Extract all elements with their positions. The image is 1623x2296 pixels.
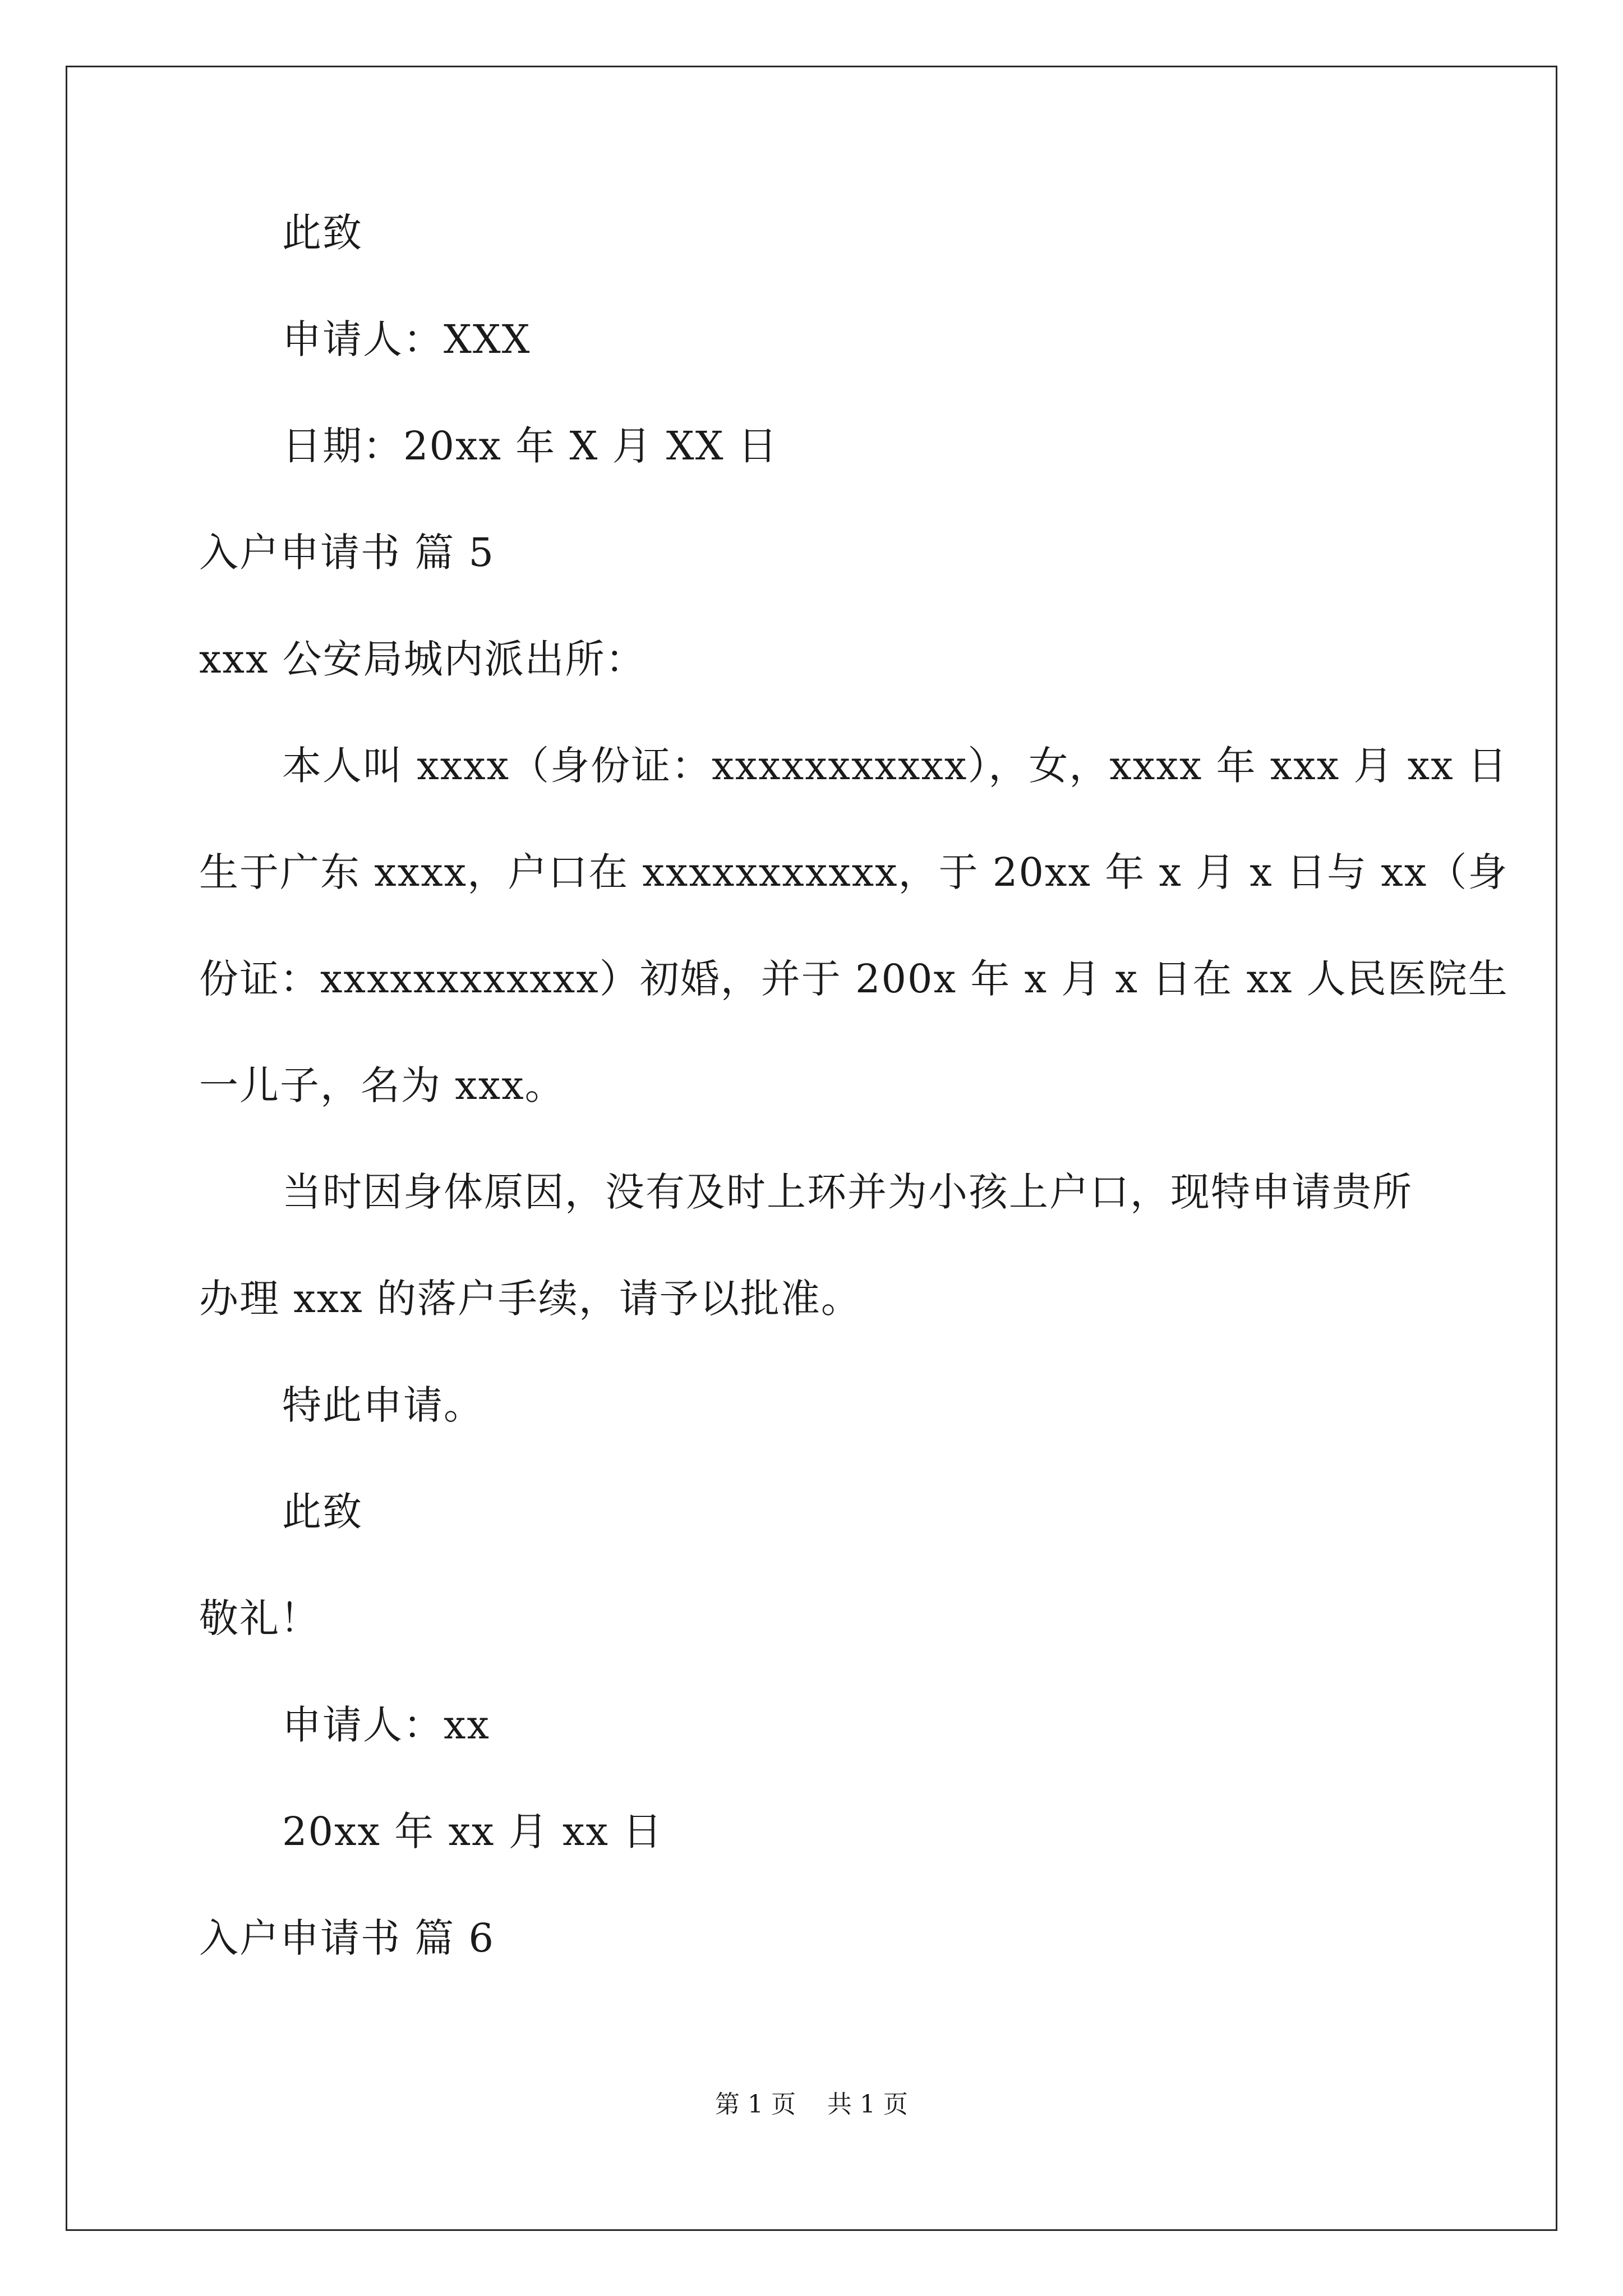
section-heading: 入户申请书 篇 6 (199, 1915, 495, 1961)
body-paragraph-line: 办理 xxx 的落户手续，请予以批准。 (199, 1276, 861, 1322)
body-paragraph-line: 生于广东 xxxx，户口在 xxxxxxxxxxx，于 20xx 年 x 月 x 日与 xx（身 (199, 849, 1509, 895)
recipient-line: xxx 公安局城内派出所： (199, 636, 646, 682)
page-border (66, 66, 1557, 2231)
body-paragraph-line: 一儿子，名为 xxx。 (199, 1062, 565, 1108)
applicant-line: 申请人：XXX (282, 316, 531, 362)
date-line: 20xx 年 xx 月 xx 日 (282, 1809, 663, 1855)
request-closing: 特此申请。 (282, 1382, 484, 1428)
regards-line: 敬礼！ (199, 1595, 320, 1641)
section-heading: 入户申请书 篇 5 (199, 530, 495, 576)
date-line: 日期：20xx 年 X 月 XX 日 (282, 423, 778, 469)
body-paragraph-line: 本人叫 xxxx（身份证：xxxxxxxxxxx），女，xxxx 年 xxx 月 xx 日 (282, 743, 1508, 789)
closing-salutation: 此致 (282, 210, 363, 256)
closing-salutation: 此致 (282, 1489, 363, 1535)
body-paragraph-line: 份证：xxxxxxxxxxxx）初婚，并于 200x 年 x 月 x 日在 xx 人民医院生 (199, 956, 1509, 1002)
page-number-footer: 第 1 页 共 1 页 (715, 2090, 908, 2119)
body-paragraph-line: 当时因身体原因，没有及时上环并为小孩上户口，现特申请贵所 (282, 1169, 1413, 1215)
applicant-line: 申请人：xx (282, 1702, 490, 1748)
